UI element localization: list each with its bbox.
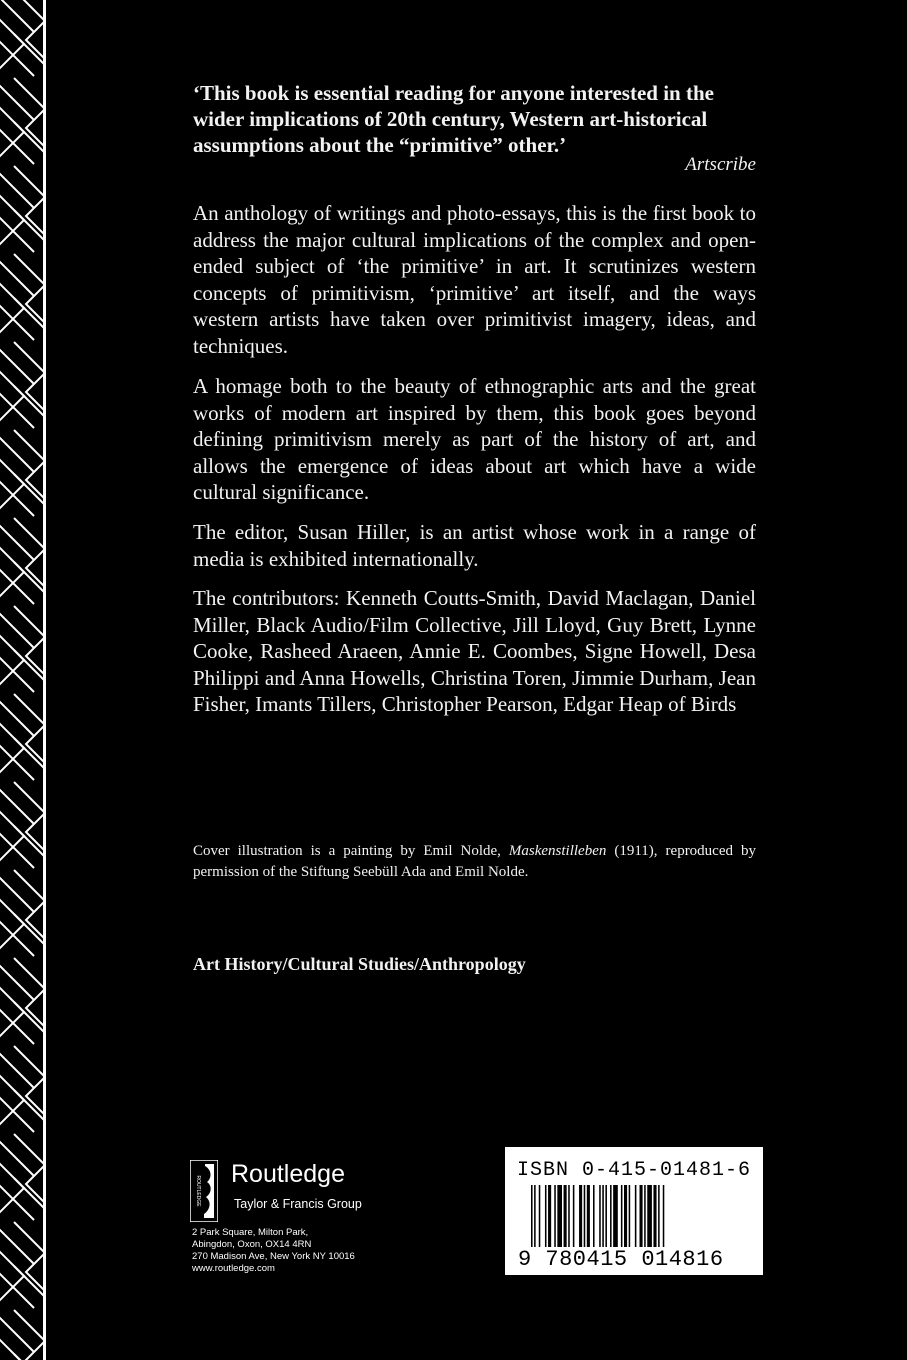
- painting-title: Maskenstilleben: [508, 843, 607, 859]
- barcode-bar: [653, 1185, 656, 1247]
- barcode-bar: [568, 1185, 570, 1247]
- barcode-bar: [573, 1185, 575, 1247]
- address-line-2: Abingdon, Oxon, OX14 4RN: [192, 1239, 312, 1250]
- publisher-website: www.routledge.com: [192, 1263, 275, 1274]
- barcode-bar: [548, 1185, 551, 1247]
- barcode-bar: [635, 1185, 637, 1247]
- subject-categories: Art History/Cultural Studies/Anthropology: [193, 954, 526, 974]
- barcode-bar: [613, 1185, 618, 1247]
- publisher-address: [192, 1227, 355, 1275]
- barcode-bar: [602, 1185, 604, 1247]
- logo-vertical-text: ROUTLEDGE: [195, 1175, 201, 1207]
- barcode-bar: [663, 1185, 665, 1247]
- spine-border-line: [43, 0, 46, 1360]
- address-line-1: 2 Park Square, Milton Park,: [192, 1227, 309, 1238]
- barcode-bar: [587, 1185, 590, 1247]
- routledge-logo-icon: [190, 1160, 218, 1222]
- barcode-bar: [531, 1185, 533, 1247]
- barcode-bar: [647, 1185, 652, 1247]
- barcode-bar: [624, 1185, 627, 1247]
- barcode-bar: [557, 1185, 562, 1247]
- quote-attribution: Artscribe: [685, 154, 756, 175]
- barcode-bar: [621, 1185, 623, 1247]
- ean-digits: 9 780415 014816: [518, 1247, 724, 1272]
- isbn-barcode: [505, 1147, 763, 1275]
- review-quote: [193, 80, 756, 178]
- barcode-bar: [610, 1185, 612, 1247]
- credit-text-before: Cover illustration is a painting by Emil Nolde,: [193, 843, 509, 859]
- barcode-bar: [584, 1185, 586, 1247]
- barcode-bar: [658, 1185, 660, 1247]
- barcode-bar: [640, 1185, 643, 1247]
- credit-text-after: (1911), reproduced by permission of the Stiftung Seebüll Ada and Emil Nolde.: [193, 843, 756, 880]
- barcode-bar: [554, 1185, 556, 1247]
- barcode-bars: [531, 1185, 751, 1251]
- barcode-bar: [629, 1185, 631, 1247]
- quote-text: ‘This book is essential reading for anyone interested in the wider implications of 20th century, Western art-historical assumptions about the “primitive” other.’: [193, 81, 714, 157]
- barcode-bar: [593, 1185, 595, 1247]
- barcode-bar: [564, 1185, 567, 1247]
- description-paragraph-1: An anthology of writings and photo-essays, this is the first book to address the major cultural implications of the complex and open-ended subject of ‘the primitive’ in art. It scrutinizes western concepts of primitivism, ‘primitive’ art itself, and the ways western artists have taken over primitivist imagery, ideas, and techniques.: [193, 201, 756, 358]
- cover-illustration-credit: [193, 841, 756, 883]
- description-paragraph-2: A homage both to the beauty of ethnographic arts and the great works of modern art inspired by them, this book goes beyond defining primitivism merely as part of the history of art, and allows the emergence of ideas about art which have a wide cultural significance.: [193, 374, 756, 504]
- barcode-bar: [599, 1185, 601, 1247]
- address-line-3: 270 Madison Ave, New York NY 10016: [192, 1251, 355, 1262]
- isbn-label: ISBN 0-415-01481-6: [516, 1159, 752, 1182]
- publisher-group: Taylor & Francis Group: [234, 1197, 362, 1211]
- barcode-bar: [579, 1185, 582, 1247]
- barcode-bar: [545, 1185, 547, 1247]
- barcode-bar: [644, 1185, 646, 1247]
- decorative-spine-pattern: [0, 0, 44, 1360]
- barcode-bar: [534, 1185, 536, 1247]
- barcode-bar: [539, 1185, 541, 1247]
- publisher-name: Routledge: [231, 1160, 345, 1188]
- contributors-paragraph: The contributors: Kenneth Coutts-Smith, David Maclagan, Daniel Miller, Black Audio/Film Collective, Jill Lloyd, Guy Brett, Lynne Cooke, Rasheed Araeen, Annie E. Coombes, Signe Howell, Desa Philippi and Anna Howells, Christina Toren, Jimmie Durham, Jean Fisher, Imants Tillers, Christopher Pearson, Edgar Heap of Birds: [193, 586, 756, 716]
- barcode-bar: [605, 1185, 607, 1247]
- editor-paragraph: The editor, Susan Hiller, is an artist whose work in a range of media is exhibited internationally.: [193, 520, 756, 571]
